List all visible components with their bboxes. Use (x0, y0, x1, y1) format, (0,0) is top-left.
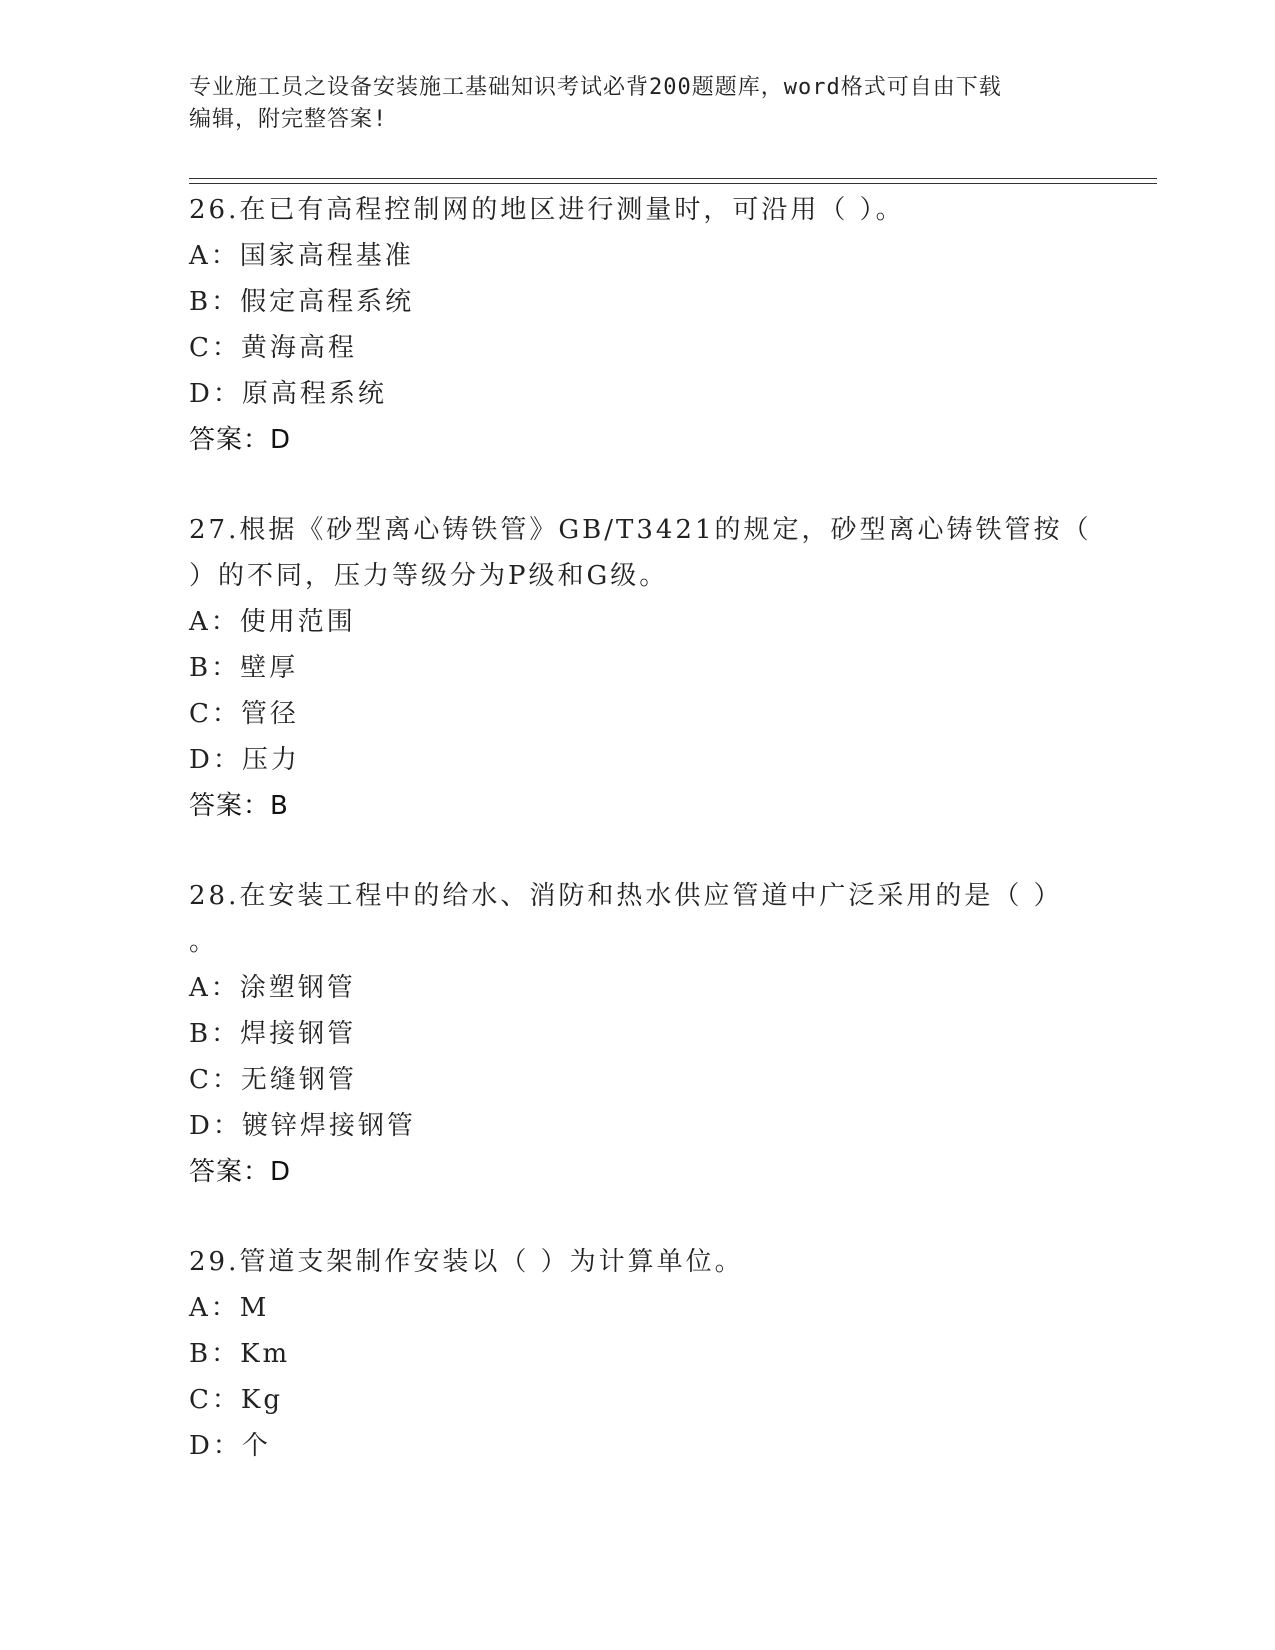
option-c: C：管径 (189, 699, 299, 729)
option-a: A：国家高程基准 (189, 241, 414, 271)
option-b: B：焊接钢管 (189, 1019, 357, 1049)
option-a: A：M (189, 1293, 270, 1323)
option-c: C：Kg (189, 1385, 283, 1415)
question-spacer (189, 1195, 1089, 1239)
header-title-line-1: 专业施工员之设备安装施工基础知识考试必背200题题库，word格式可自由下载 (189, 75, 1002, 100)
option-a: A：使用范围 (189, 607, 356, 637)
option-c: C：无缝钢管 (189, 1065, 357, 1095)
question-stem: 28.在安装工程中的给水、消防和热水供应管道中广泛采用的是（ ） (189, 881, 1063, 911)
header-divider-bottom (189, 183, 1157, 184)
option-d: D：个 (189, 1431, 271, 1461)
question-26 (189, 187, 1089, 463)
question-stem: 26.在已有高程控制网的地区进行测量时，可沿用（ ）。 (189, 195, 905, 225)
option-b: B：假定高程系统 (189, 287, 415, 317)
answer-line: 答案：B (189, 791, 289, 821)
header-title-line-2: 编辑，附完整答案! (189, 107, 388, 132)
question-list (189, 187, 1092, 1469)
question-stem: 29.管道支架制作安装以（ ）为计算单位。 (189, 1247, 744, 1277)
option-c: C：黄海高程 (189, 333, 357, 363)
question-spacer (189, 829, 1089, 873)
answer-line: 答案：D (189, 1157, 292, 1187)
question-stem: 27.根据《砂型离心铸铁管》GB/T3421的规定，砂型离心铸铁管按（ (189, 515, 1092, 545)
header-divider-top (189, 178, 1157, 179)
option-d: D：压力 (189, 745, 300, 775)
question-stem-continued: 。 (189, 927, 219, 957)
option-d: D：镀锌焊接钢管 (189, 1111, 416, 1141)
question-stem-continued: ）的不同，压力等级分为P级和G级。 (189, 561, 669, 591)
option-b: B：壁厚 (189, 653, 299, 683)
option-d: D：原高程系统 (189, 379, 387, 409)
question-29 (189, 1239, 1089, 1469)
option-a: A：涂塑钢管 (189, 973, 356, 1003)
question-spacer (189, 463, 1089, 507)
document-header (189, 72, 1089, 136)
question-27 (189, 507, 1092, 829)
question-28 (189, 873, 1089, 1195)
option-b: B：Km (189, 1339, 291, 1369)
answer-line: 答案：D (189, 425, 292, 455)
